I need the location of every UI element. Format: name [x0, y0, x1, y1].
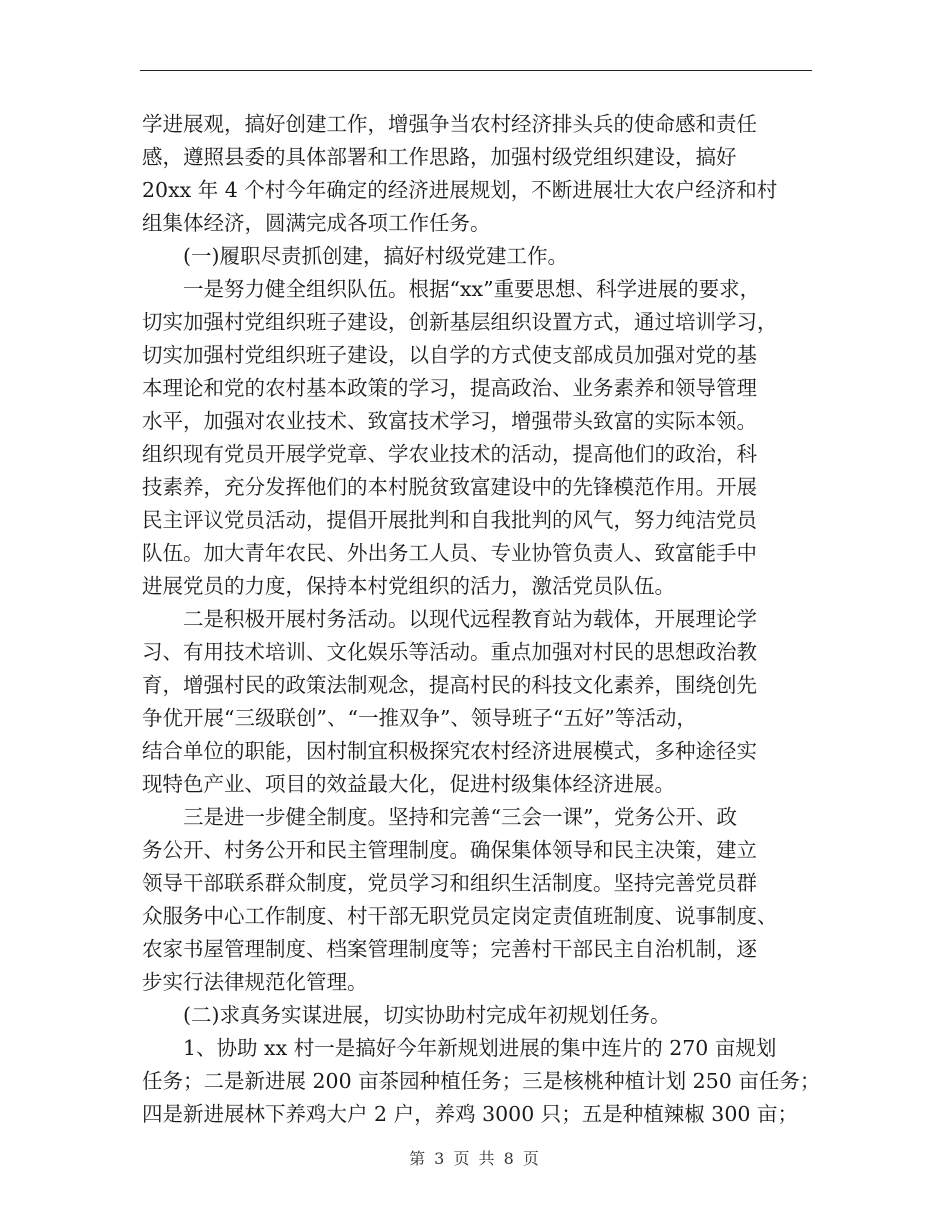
text-line: 三是进一步健全制度。坚持和完善“三会一课”，党务公开、政 — [183, 805, 737, 829]
text-line: 步实行法律规范化管理。 — [142, 970, 368, 994]
text-line: 育，增强村民的政策法制观念，提高村民的科技文化素养，围绕创先 — [142, 673, 757, 697]
text-line: 众服务中心工作制度、村干部无职党员定岗定责值班制度、说事制度、 — [142, 904, 778, 928]
text-line: 民主评议党员活动，提倡开展批判和自我批判的风气，努力纯洁党员 — [142, 508, 757, 532]
text-line: 争优开展“三级联创”、“一推双争”、领导班子“五好”等活动， — [142, 706, 697, 730]
text-line: 切实加强村党组织班子建设，以自学的方式使支部成员加强对党的基 — [142, 343, 757, 367]
text-line: 二是积极开展村务活动。以现代远程教育站为载体，开展理论学 — [183, 607, 757, 631]
text-line: 水平，加强对农业技术、致富技术学习，增强带头致富的实际本领。 — [142, 409, 757, 433]
text-line: 学进展观，搞好创建工作，增强争当农村经济排头兵的使命感和责任 — [142, 112, 757, 136]
text-line: 结合单位的职能，因村制宜积极探究农村经济进展模式，多种途径实 — [142, 739, 757, 763]
text-line: 技素养，充分发挥他们的本村脱贫致富建设中的先锋模范作用。开展 — [142, 475, 757, 499]
text-line: 习、有用技术培训、文化娱乐等活动。重点加强对村民的思想政治教 — [142, 640, 757, 664]
text-line: 四是新进展林下养鸡大户 2 户，养鸡 3000 只；五是种植辣椒 300 亩； — [142, 1102, 798, 1126]
text-line: 领导干部联系群众制度，党员学习和组织生活制度。坚持完善党员群 — [142, 871, 757, 895]
text-line: 20xx 年 4 个村今年确定的经济进展规划，不断进展壮大农户经济和村 — [142, 178, 778, 202]
text-line: 1、协助 xx 村一是搞好今年新规划进展的集中连片的 270 亩规划 — [183, 1036, 777, 1060]
text-line: 任务；二是新进展 200 亩茶园种植任务；三是核桃种植计划 250 亩任务； — [142, 1069, 821, 1093]
text-line: 农家书屋管理制度、档案管理制度等；完善村干部民主自治机制，逐 — [142, 937, 757, 961]
page-number: 第 3 页 共 8 页 — [409, 1149, 541, 1168]
text-line: 队伍。加大青年农民、外出务工人员、专业协管负责人、致富能手中 — [142, 541, 757, 565]
text-line: 一是努力健全组织队伍。根据“xx”重要思想、科学进展的要求， — [183, 277, 761, 301]
text-line: 感，遵照县委的具体部署和工作思路，加强村级党组织建设，搞好 — [142, 145, 737, 169]
text-line: 进展党员的力度，保持本村党组织的活力，激活党员队伍。 — [142, 574, 675, 598]
text-line: 组织现有党员开展学党章、学农业技术的活动，提高他们的政治，科 — [142, 442, 757, 466]
header-rule — [140, 70, 812, 71]
text-line: 现特色产业、项目的效益最大化，促进村级集体经济进展。 — [142, 772, 675, 796]
text-line: 切实加强村党组织班子建设，创新基层组织设置方式，通过培训学习， — [142, 310, 778, 334]
text-line: 本理论和党的农村基本政策的学习，提高政治、业务素养和领导管理 — [142, 376, 757, 400]
text-line: 务公开、村务公开和民主管理制度。确保集体领导和民主决策，建立 — [142, 838, 757, 862]
body-text — [142, 108, 821, 1131]
section-heading: (二)求真务实谋进展，切实协助村完成年初规划任务。 — [183, 1003, 671, 1027]
section-heading: (一)履职尽责抓创建，搞好村级党建工作。 — [183, 244, 568, 268]
text-line: 组集体经济，圆满完成各项工作任务。 — [142, 211, 491, 235]
